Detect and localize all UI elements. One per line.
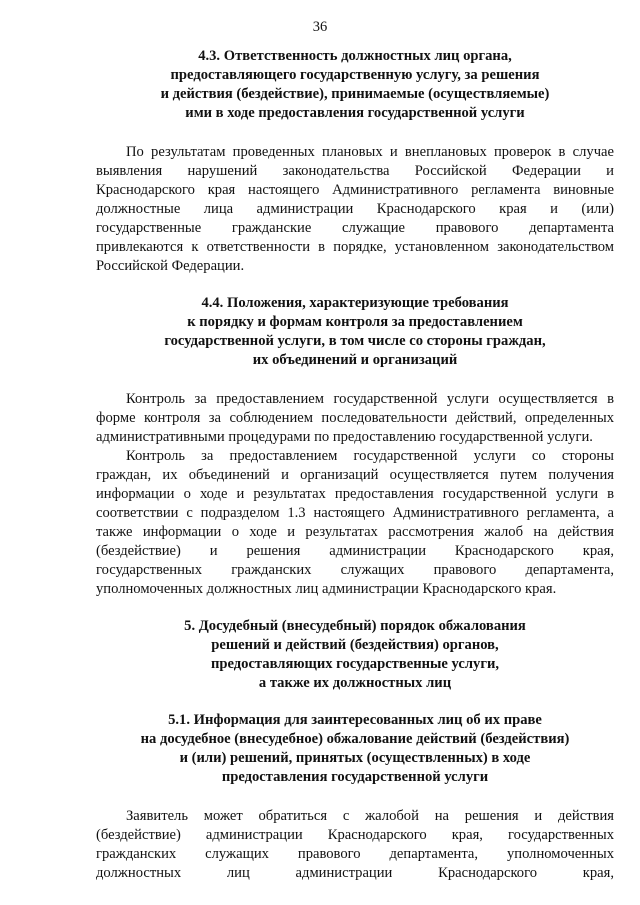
heading-line: 5. Досудебный (внесудебный) порядок обжалования xyxy=(184,618,526,634)
heading-line: их объединений и организаций xyxy=(252,352,458,368)
section-4-4-paragraph-2 xyxy=(96,447,614,599)
section-5-1-paragraph xyxy=(96,807,614,883)
heading-line: решений и действий (бездействия) органов, xyxy=(211,637,499,653)
paragraph-line: гражданских служащих правового департамента, уполномоченных xyxy=(96,846,614,862)
paragraph-line: информации о ходе и результатах предоставления государственной услуги в xyxy=(96,486,614,502)
section-5-heading xyxy=(96,617,614,693)
paragraph-line: Контроль за предоставлением государственной услуги осуществляется в xyxy=(126,391,614,407)
heading-line: 4.3. Ответственность должностных лиц органа, xyxy=(198,48,512,64)
heading-line: государственной услуги, в том числе со стороны граждан, xyxy=(164,333,546,349)
document-body xyxy=(96,47,614,883)
heading-line: к порядку и формам контроля за предоставлением xyxy=(187,314,523,330)
heading-line: ими в ходе предоставления государственной услуги xyxy=(185,105,525,121)
heading-line: 5.1. Информация для заинтересованных лиц об их праве xyxy=(168,712,542,728)
heading-line: а также их должностных лиц xyxy=(258,675,452,691)
paragraph-line: государственные гражданские служащие правового департамента xyxy=(96,220,614,236)
paragraph-line: также информации о ходе и результатах рассмотрения жалоб на действия xyxy=(96,524,614,540)
paragraph-line: должностные лица администрации Краснодарского края и (или) xyxy=(96,201,614,217)
section-4-4-paragraph-1 xyxy=(96,390,614,447)
heading-line: предоставляющего государственную услугу, за решения xyxy=(170,67,540,83)
section-4-4-heading xyxy=(96,294,614,370)
paragraph-line: соответствии с подразделом 1.3 настоящего Административного регламента, а xyxy=(96,505,614,521)
heading-line: предоставляющих государственные услуги, xyxy=(210,656,500,672)
paragraph-line: форме контроля за соблюдением последовательности действий, определенных xyxy=(96,410,614,426)
paragraph-line: (бездействие) и решения администрации Краснодарского края, xyxy=(96,543,614,559)
heading-line: и действия (бездействие), принимаемые (осуществляемые) xyxy=(160,86,550,102)
paragraph-line: Контроль за предоставлением государственной услуги со стороны xyxy=(126,448,614,464)
paragraph-line: государственных гражданских служащих правового департамента, xyxy=(96,562,614,578)
section-4-3-paragraph xyxy=(96,143,614,276)
section-4-3-heading xyxy=(96,47,614,123)
section-5-1-heading xyxy=(96,711,614,787)
heading-line: предоставления государственной услуги xyxy=(221,769,489,785)
paragraph-line: Краснодарского края настоящего Административного регламента виновные xyxy=(96,182,614,198)
paragraph-line: должностных лиц администрации Краснодарского края, xyxy=(96,865,614,881)
paragraph-line: (бездействие) администрации Краснодарского края, государственных xyxy=(96,827,614,843)
heading-line: 4.4. Положения, характеризующие требования xyxy=(201,295,509,311)
page-number: 36 xyxy=(312,19,328,35)
paragraph-line: По результатам проведенных плановых и внеплановых проверок в случае xyxy=(126,144,614,160)
paragraph-line: уполномоченных должностных лиц администрации Краснодарского края. xyxy=(96,581,557,597)
paragraph-line: административными процедурами по предоставлению государственной услуги. xyxy=(96,429,593,445)
paragraph-line: Заявитель может обратиться с жалобой на решения и действия xyxy=(126,808,614,824)
heading-line: и (или) решений, принятых (осуществленных) в ходе xyxy=(179,750,531,766)
paragraph-line: выявления нарушений законодательства Российской Федерации и xyxy=(96,163,614,179)
paragraph-line: привлекаются к ответственности в порядке, установленном законодательством xyxy=(96,239,614,255)
paragraph-line: Российской Федерации. xyxy=(96,258,245,274)
heading-line: на досудебное (внесудебное) обжалование действий (бездействия) xyxy=(140,731,570,747)
paragraph-line: граждан, их объединений и организаций осуществляется путем получения xyxy=(96,467,614,483)
